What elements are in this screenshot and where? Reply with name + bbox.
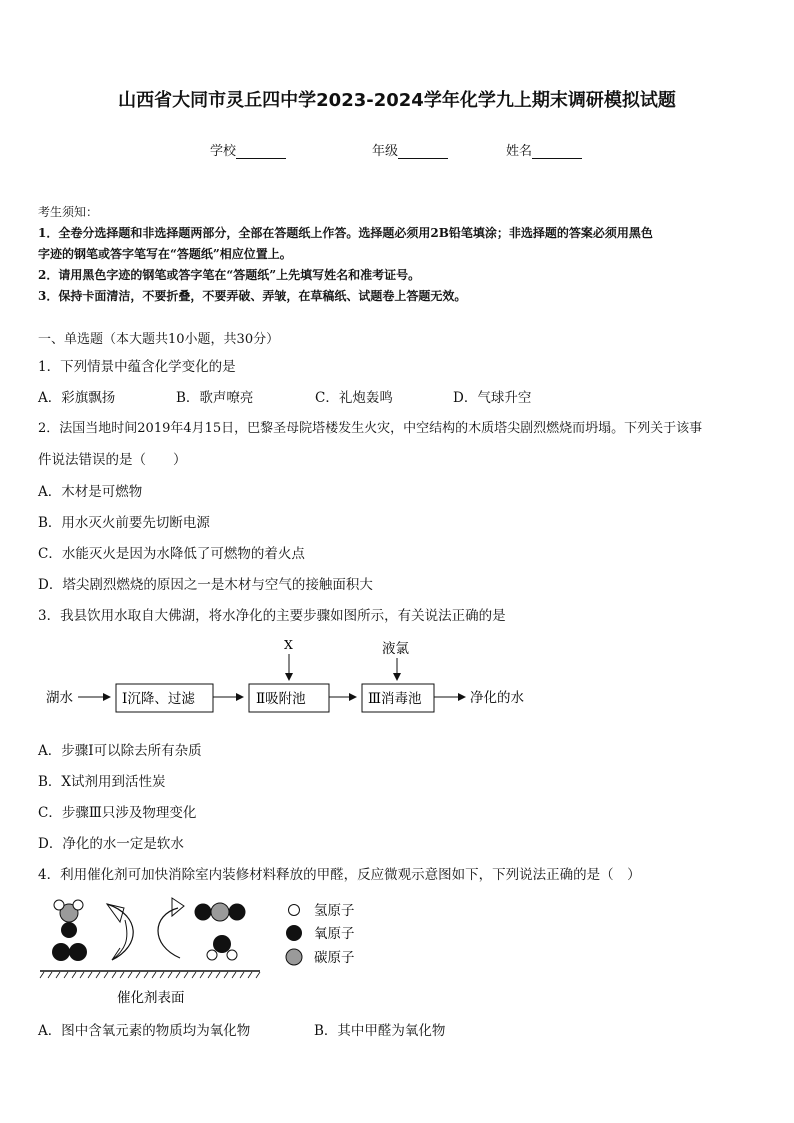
step1-label: Ⅰ沉降、过滤 (122, 691, 195, 707)
q1-option-d[interactable]: D．气球升空 (453, 390, 532, 406)
q4-stem: 4．利用催化剂可加快消除室内装修材料释放的甲醛，反应微观示意图如下，下列说法正确的是（ ） (38, 867, 641, 883)
q2-option-a[interactable]: A．木材是可燃物 (38, 484, 143, 500)
school-field (210, 140, 286, 159)
notice-item: 字迹的钢笔或答字笔写在“答题纸”相应位置上。 (38, 247, 292, 261)
input-x-label: X (284, 637, 293, 652)
legend-carbon: 碳原子 (314, 950, 355, 966)
water-molecule (207, 935, 237, 960)
q2-option-d[interactable]: D．塔尖剧烈燃烧的原因之一是木材与空气的接触面积大 (38, 577, 373, 593)
notice-heading: 考生须知： (38, 205, 99, 219)
q4-option-a[interactable]: A．图中含氧元素的物质均为氧化物 (38, 1023, 251, 1039)
q3-option-c[interactable]: C．步骤Ⅲ只涉及物理变化 (38, 805, 197, 821)
q4-option-b[interactable]: B．其中甲醛为氧化物 (314, 1023, 446, 1039)
name-blank[interactable] (532, 144, 582, 159)
page-title: 山西省大同市灵丘四中学2023-2024学年化学九上期末调研模拟试题 (118, 90, 676, 111)
q2-option-c[interactable]: C．水能灭火是因为水降低了可燃物的着火点 (38, 546, 305, 562)
q2-stem-line1: 2．法国当地时间2019年4月15日，巴黎圣母院塔楼发生火灾，中空结构的木质塔尖剧烈燃烧而坍塌。下列关于该事 (38, 421, 703, 436)
q1-option-b[interactable]: B．歌声嘹亮 (176, 390, 254, 406)
notice-item: 2．请用黑色字迹的钢笔或答字笔在“答题纸”上先填写姓名和准考证号。 (38, 268, 421, 282)
input-chlorine-label: 液氯 (382, 641, 409, 657)
oxygen-molecule (52, 943, 87, 961)
notice-item: 1．全卷分选择题和非选择题两部分，全部在答题纸上作答。选择题必须用2B铅笔填涂；非选择题的答案必须用黑色 (38, 226, 653, 240)
name-field (506, 140, 582, 159)
catalyst-surface-hatch (40, 972, 260, 978)
legend-hydrogen: 氢原子 (314, 903, 355, 919)
formaldehyde-molecule (54, 900, 83, 938)
q2-option-b[interactable]: B．用水灭火前要先切断电源 (38, 515, 210, 531)
school-label: 学校 (210, 144, 237, 159)
section-heading: 一、单选题（本大题共10小题，共30分） (38, 332, 280, 347)
catalyst-surface-label: 催化剂表面 (117, 990, 185, 1006)
legend-oxygen: 氧原子 (314, 926, 355, 942)
diagram-start-label: 湖水 (46, 690, 73, 706)
q1-option-c[interactable]: C．礼炮轰鸣 (315, 390, 393, 406)
grade-field (372, 140, 448, 159)
carbon-dioxide-molecule (195, 903, 246, 921)
q1-option-a[interactable]: A．彩旗飘扬 (38, 390, 116, 406)
curved-arrow-head (107, 904, 124, 922)
grade-blank[interactable] (398, 144, 448, 159)
curved-arrow-right (107, 904, 133, 960)
curved-arrow-left (158, 908, 180, 958)
q3-stem: 3．我县饮用水取自大佛湖，将水净化的主要步骤如图所示，有关说法正确的是 (38, 608, 506, 624)
q3-option-a[interactable]: A．步骤Ⅰ可以除去所有杂质 (38, 743, 202, 759)
curved-arrow-head (172, 898, 184, 916)
hydrogen-legend-icon (289, 905, 300, 916)
school-blank[interactable] (236, 144, 286, 159)
q3-option-d[interactable]: D．净化的水一定是软水 (38, 836, 184, 852)
reaction-micro-diagram (0, 890, 794, 1015)
name-label: 姓名 (506, 144, 533, 159)
q3-option-b[interactable]: B．X试剂用到活性炭 (38, 774, 166, 790)
notice-item: 3．保持卡面清洁，不要折叠，不要弄破、弄皱，在草稿纸、试题卷上答题无效。 (38, 289, 467, 303)
step3-label: Ⅲ消毒池 (368, 691, 422, 707)
step2-label: Ⅱ吸附池 (256, 691, 306, 707)
diagram-end-label: 净化的水 (470, 690, 524, 706)
oxygen-legend-icon (286, 925, 302, 941)
grade-label: 年级 (372, 144, 399, 159)
q1-stem: 1．下列情景中蕴含化学变化的是 (38, 359, 236, 375)
water-purification-diagram (0, 630, 794, 730)
carbon-legend-icon (286, 949, 302, 965)
q2-stem-line2: 件说法错误的是（ ） (38, 452, 187, 468)
